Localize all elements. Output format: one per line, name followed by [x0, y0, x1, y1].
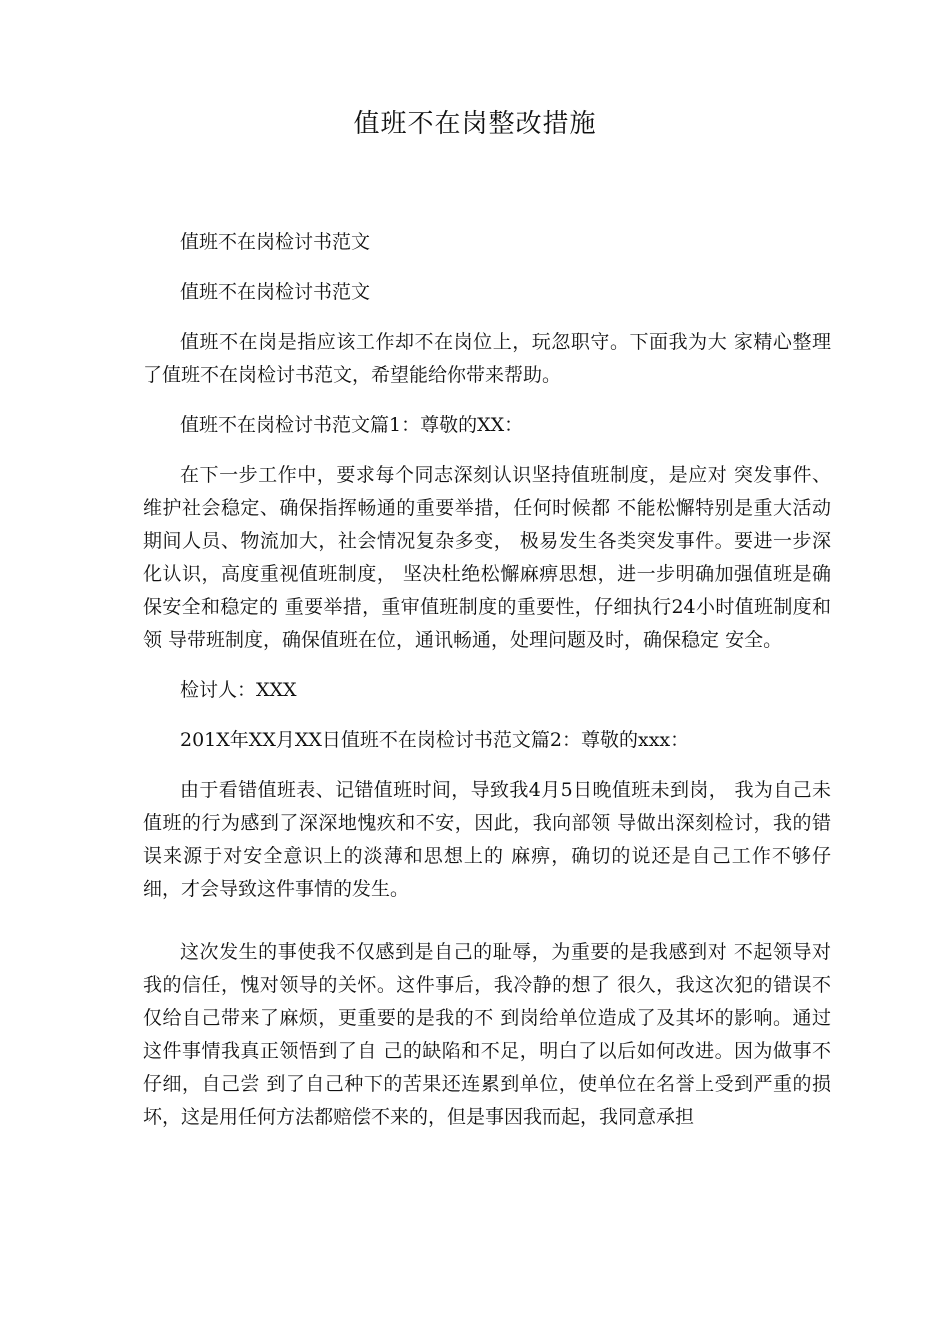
paragraph-sample-2-body-2: 这次发生的事使我不仅感到是自己的耻辱，为重要的是我感到对 不起领导对我的信任，愧对领导的关怀。这件事后，我冷静的想了 很久，我这次犯的错误不仅给自己带来了麻烦，更重要的是我的不 到岗给单位造成了及其坏的影响。通过这件事情我真正领悟到了自 己的缺陷和不足，明白了以后如何改进。因为做事不仔细，自己尝 到了自己种下的苦果还连累到单位，使单位在名誉上受到严重的损 坏，这是用任何方法都赔偿不来的，但是事因我而起，我同意承担: [143, 941, 831, 1128]
paragraph-sample-1-salutation: 值班不在岗检讨书范文篇1：尊敬的XX：: [180, 414, 524, 436]
paragraph-intro: 值班不在岗是指应该工作却不在岗位上，玩忽职守。下面我为大 家精心整理了值班不在岗检讨书范文，希望能给你带来帮助。: [143, 331, 831, 386]
document-title: 值班不在岗整改措施: [353, 109, 597, 139]
paragraph-sample-2-body-1: 由于看错值班表、记错值班时间，导致我4月5日晚值班未到岗， 我为自己未值班的行为感到了深深地愧疚和不安，因此，我向部领 导做出深刻检讨，我的错误来源于对安全意识上的淡薄和思想上的 麻痹，确切的说还是自己工作不够仔细，才会导致这件事情的发生。: [143, 779, 831, 900]
document-body: [143, 226, 831, 1151]
paragraph-heading-2: 值班不在岗检讨书范文: [180, 281, 371, 303]
paragraph-sample-1-body: 在下一步工作中，要求每个同志深刻认识坚持值班制度，是应对 突发事件、维护社会稳定、确保指挥畅通的重要举措，任何时候都 不能松懈特别是重大活动期间人员、物流加大，社会情况复杂多变， 极易发生各类突发事件。要进一步深化认识，高度重视值班制度， 坚决杜绝松懈麻痹思想，进一步明确加强值班是确保安全和稳定的 重要举措，重审值班制度的重要性，仔细执行24小时值班制度和领 导带班制度，确保值班在位，通讯畅通，处理问题及时，确保稳定 安全。: [143, 464, 831, 651]
paragraph-signature: 检讨人：XXX: [180, 679, 297, 701]
paragraph-heading-1: 值班不在岗检讨书范文: [180, 231, 371, 253]
paragraph-date-sample-2: 201X年XX月XX日值班不在岗检讨书范文篇2：尊敬的xxx：: [180, 729, 690, 751]
